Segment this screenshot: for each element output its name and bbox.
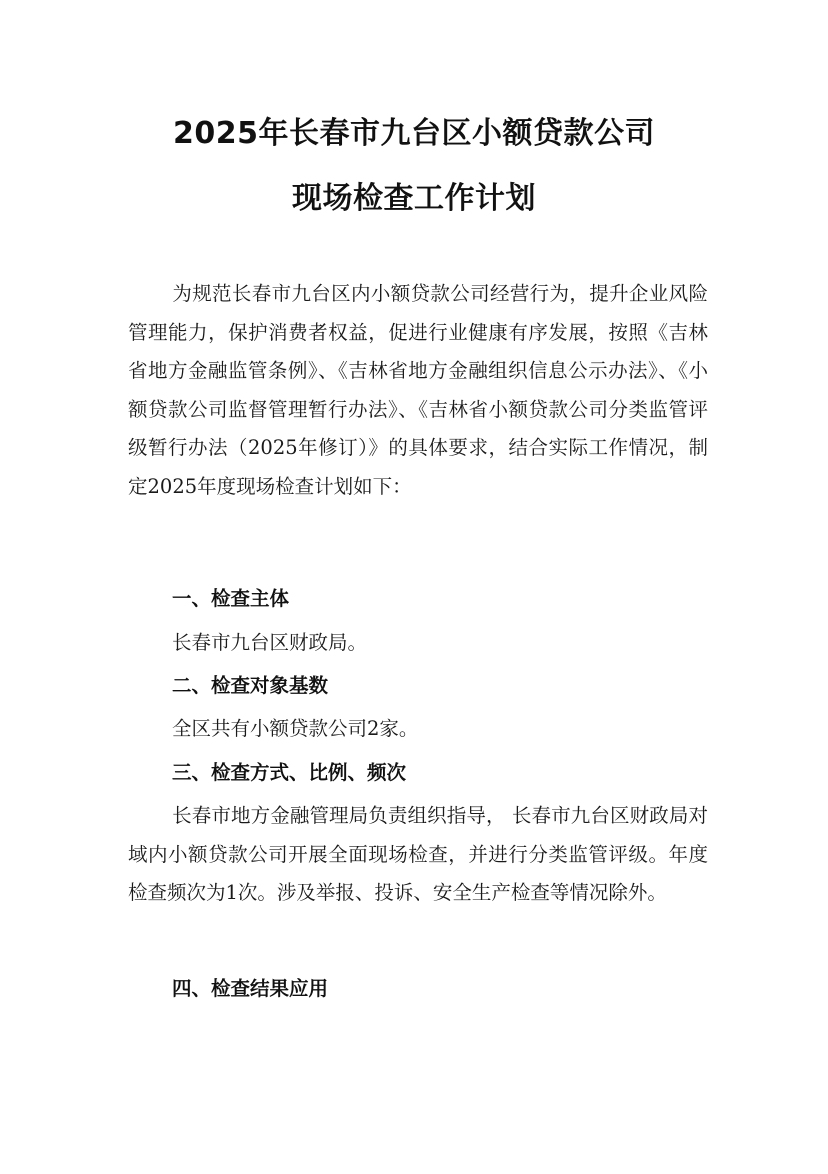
section-heading-inspection-subject: 一、检查主体 — [172, 587, 290, 610]
inspection-method-text: 长春市地方金融管理局负责组织指导， 长春市九台区财政局对域内小额贷款公司开展全面现场检查，并进行分类监管评级。年度检查频次为1次。涉及举报、投诉、安全生产检查等情况除外。 — [128, 804, 708, 904]
section-heading-inspection-method: 三、检查方式、比例、频次 — [172, 761, 407, 784]
section-heading-inspection-target-count: 二、检查对象基数 — [172, 674, 329, 697]
section-content-inspection-method — [128, 797, 708, 913]
section-content-inspection-subject: 长春市九台区财政局。 — [172, 631, 368, 654]
document-title-line-1: 2025年长春市九台区小额贷款公司 — [173, 116, 655, 151]
document-title-line-2: 现场检查工作计划 — [292, 181, 536, 216]
intro-paragraph-text: 为规范长春市九台区内小额贷款公司经营行为，提升企业风险管理能力，保护消费者权益，促进行业健康有序发展，按照《吉林省地方金融监管条例》、《吉林省地方金融组织信息公示办法》、《小额贷款公司监督管理暂行办法》、《吉林省小额贷款公司分类监管评级暂行办法（2025年修订）》的具体要求，结合实际工作情况，制定2025年度现场检查计划如下： — [128, 282, 708, 498]
intro-paragraph — [128, 275, 708, 506]
section-content-inspection-target-count: 全区共有小额贷款公司2家。 — [172, 717, 419, 740]
section-heading-result-application: 四、检查结果应用 — [172, 977, 329, 1000]
